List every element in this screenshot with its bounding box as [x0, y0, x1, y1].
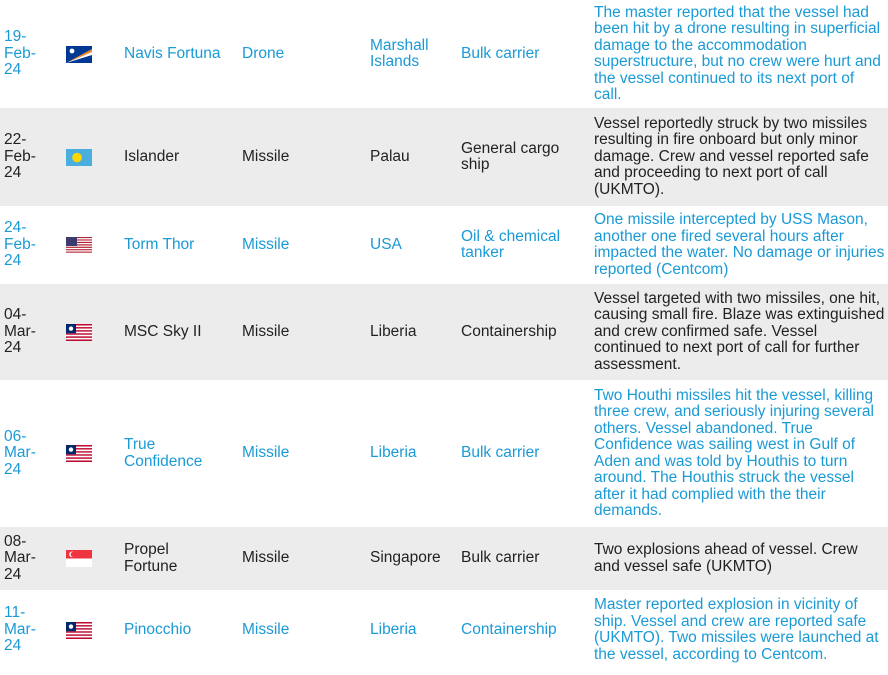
flag-state-cell [370, 108, 456, 206]
flag-cell [66, 284, 94, 380]
vessel-name-cell [124, 380, 214, 527]
date-text: 24- Feb- 24 [4, 219, 36, 270]
vessel-type-cell [461, 284, 589, 380]
attack-type-cell [242, 206, 362, 284]
vessel-name-cell [124, 108, 236, 206]
flag-state-cell [370, 380, 456, 527]
flag-state-cell [370, 527, 456, 590]
flag-cell [66, 0, 94, 108]
vessel-type-cell [461, 108, 571, 206]
date-cell [4, 527, 48, 590]
vessel-name-cell [124, 0, 236, 108]
flag-state-cell [370, 206, 456, 284]
flag-state: Singapore [370, 549, 441, 567]
date-text: 22- Feb- 24 [4, 131, 36, 182]
vessel-name-cell [124, 206, 236, 284]
attack-type-cell [242, 380, 362, 527]
vessel-name: Navis Fortuna [124, 44, 221, 62]
details-cell [594, 0, 886, 108]
flag-cell [66, 527, 94, 590]
vessel-type: General cargo ship [461, 139, 560, 173]
attack-type-cell [242, 108, 362, 206]
date-text: 19- Feb- 24 [4, 28, 36, 79]
date-cell [4, 0, 48, 108]
attack-type: Missile [242, 620, 290, 638]
details-cell [594, 206, 886, 284]
flag-state: Liberia [370, 322, 417, 340]
incident-details: One missile intercepted by USS Mason, another one fired several hours after impacted the water. No damage or injuries reported (Centcom) [594, 211, 885, 278]
attack-type-cell [242, 284, 362, 380]
vessel-name: Propel Fortune [124, 541, 178, 575]
attack-type: Drone [242, 44, 285, 62]
table-row [0, 0, 888, 108]
flag-state: Palau [370, 147, 410, 165]
incident-details: The master reported that the vessel had been hit by a drone resulting in superficial damage to the accommodation superstructure, but no crew were hurt and the vessel continued to its next port of call. [594, 3, 881, 103]
table-row [0, 380, 888, 527]
flag-cell [66, 108, 94, 206]
vessel-name-cell [124, 590, 236, 670]
vessel-type: Containership [461, 620, 557, 638]
details-cell [594, 590, 886, 670]
incident-details: Vessel reportedly struck by two missiles resulting in fire onboard but only minor damage. Crew and vessel reported safe and proceeding to next port of call (UKMTO). [594, 114, 869, 198]
incident-details: Master reported explosion in vicinity of ship. Vessel and crew are reported safe (UKMTO). Two missiles were launched at the vessel, according to Centcom. [594, 596, 879, 663]
details-cell [594, 108, 886, 206]
date-cell [4, 206, 48, 284]
table-row [0, 590, 888, 670]
table-row [0, 206, 888, 284]
singapore-flag-icon [66, 550, 92, 567]
flag-cell [66, 590, 94, 670]
usa-flag-icon [66, 237, 92, 254]
vessel-name: MSC Sky II [124, 322, 202, 340]
flag-state-cell [370, 590, 456, 670]
attack-type-cell [242, 527, 362, 590]
vessel-type: Bulk carrier [461, 549, 540, 567]
vessel-name-cell [124, 527, 204, 590]
vessel-type-cell [461, 0, 589, 108]
date-cell [4, 380, 48, 527]
vessel-name-cell [124, 284, 236, 380]
attack-type-cell [242, 590, 362, 670]
incident-details: Two explosions ahead of vessel. Crew and vessel safe (UKMTO) [594, 541, 858, 575]
attack-type: Missile [242, 235, 290, 253]
vessel-name: Pinocchio [124, 620, 192, 638]
details-cell [594, 527, 886, 590]
date-cell [4, 590, 48, 670]
marshall-islands-flag-icon [66, 46, 92, 63]
table-row [0, 108, 888, 206]
liberia-flag-icon [66, 445, 92, 462]
vessel-name: Islander [124, 147, 180, 165]
date-cell [4, 108, 48, 206]
vessel-type-cell [461, 590, 589, 670]
vessel-type-cell [461, 527, 589, 590]
flag-cell [66, 380, 94, 527]
vessel-type-cell [461, 206, 571, 284]
attack-type: Missile [242, 444, 290, 462]
attack-type: Missile [242, 549, 290, 567]
attack-type: Missile [242, 322, 290, 340]
flag-state-cell [370, 0, 456, 108]
palau-flag-icon [66, 149, 92, 166]
details-cell [594, 380, 886, 527]
vessel-type: Bulk carrier [461, 444, 540, 462]
incident-details: Vessel targeted with two missiles, one hit, causing small fire. Blaze was extinguished and crew confirmed safe. Vessel continued to next port of call for further assessment. [594, 289, 885, 373]
vessel-name: True Confidence [124, 436, 203, 470]
flag-state: Liberia [370, 444, 417, 462]
incident-details: Two Houthi missiles hit the vessel, killing three crew, and seriously injuring several others. Vessel abandoned. True Confidence was sailing west in Gulf of Aden and was told by Houthis to turn around. The Houthis struck the vessel after it had complied with the their demands. [594, 386, 874, 519]
vessel-type: Bulk carrier [461, 44, 540, 62]
flag-state: Marshall Islands [370, 36, 429, 70]
date-text: 06- Mar- 24 [4, 427, 36, 478]
attack-type-cell [242, 0, 362, 108]
flag-cell [66, 206, 94, 284]
flag-state-cell [370, 284, 456, 380]
date-text: 08- Mar- 24 [4, 532, 36, 583]
table-row [0, 284, 888, 380]
vessel-name: Torm Thor [124, 235, 195, 253]
vessel-type-cell [461, 380, 589, 527]
date-cell [4, 284, 48, 380]
flag-state: Liberia [370, 620, 417, 638]
date-text: 11- Mar- 24 [4, 604, 36, 655]
vessel-type: Oil & chemical tanker [461, 227, 561, 261]
table-row [0, 527, 888, 590]
liberia-flag-icon [66, 622, 92, 639]
vessel-type: Containership [461, 322, 557, 340]
liberia-flag-icon [66, 324, 92, 341]
flag-state: USA [370, 235, 402, 253]
details-cell [594, 284, 886, 380]
attack-type: Missile [242, 147, 290, 165]
date-text: 04- Mar- 24 [4, 306, 36, 357]
